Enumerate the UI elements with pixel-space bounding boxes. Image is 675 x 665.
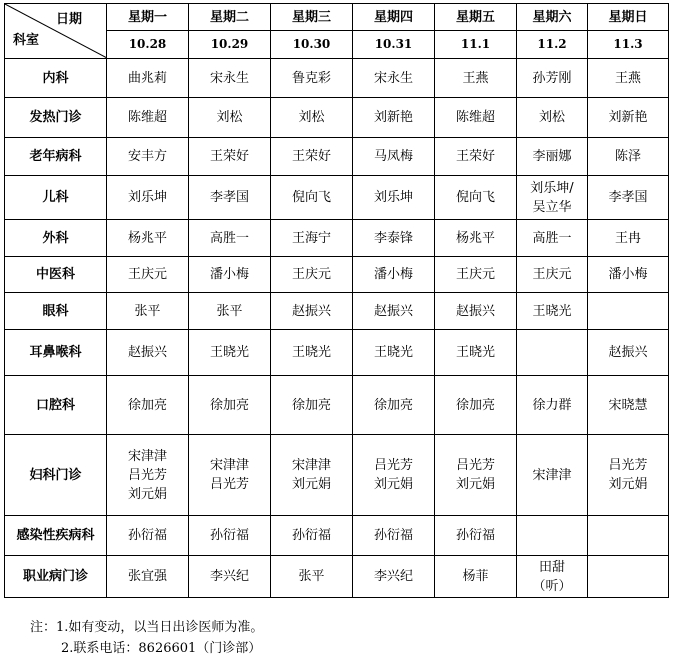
doctor-cell: [517, 435, 588, 516]
doctor-name: 李兴纪: [373, 569, 413, 584]
doctor-cell: [588, 59, 669, 98]
doctor-name: （听）: [532, 578, 572, 594]
date-header-cell: 11.1: [435, 31, 517, 59]
doctor-name: 徐加亮: [373, 397, 413, 413]
doctor-names: [292, 147, 331, 166]
doctor-name: 李孝国: [209, 190, 249, 205]
doctor-cell: [189, 257, 271, 293]
doctor-cell: [107, 138, 189, 176]
doctor-cell: [189, 220, 271, 257]
date-header-cell: 10.30: [271, 31, 353, 59]
doctor-cell: [189, 330, 271, 376]
department-name: 中医科: [5, 257, 107, 293]
doctor-name: 马凤梅: [373, 149, 413, 164]
doctor-names: [292, 456, 331, 494]
doctor-name: 孙衍福: [455, 528, 495, 543]
doctor-names: [456, 188, 495, 207]
doctor-cell: [107, 293, 189, 330]
doctor-cell: [435, 435, 517, 516]
day-header-cell: 星期日: [588, 4, 669, 31]
doctor-cell: [435, 293, 517, 330]
doctor-names: [298, 108, 324, 127]
doctor-names: [210, 567, 249, 586]
doctor-name: 张平: [298, 569, 325, 584]
doctor-cell: [271, 293, 353, 330]
doctor-names: [456, 147, 495, 166]
doctor-names: [292, 265, 331, 284]
day-header-cell: 星期五: [435, 4, 517, 31]
department-name: 儿科: [5, 176, 107, 220]
doctor-name: 王庆元: [532, 267, 572, 282]
doctor-names: [608, 456, 647, 494]
doctor-name: 陈维超: [455, 110, 495, 125]
doctor-names: [128, 108, 167, 127]
department-name: 外科: [5, 220, 107, 257]
doctor-cell: [107, 516, 189, 556]
doctor-names: [128, 147, 167, 166]
doctor-names: [134, 302, 160, 321]
doctor-name: 陈泽: [614, 149, 641, 164]
doctor-names: [532, 558, 571, 596]
doctor-name: 刘新艳: [608, 110, 648, 125]
doctor-name: 刘松: [216, 110, 243, 125]
doctor-names: [374, 108, 413, 127]
doctor-names: [456, 526, 495, 545]
doctor-cell: [107, 435, 189, 516]
doctor-names: [210, 188, 249, 207]
doctor-name: 倪向飞: [455, 190, 495, 205]
duty-schedule-table: [4, 3, 669, 598]
doctor-names: [210, 265, 249, 284]
doctor-names: [210, 456, 249, 494]
doctor-names: [292, 229, 331, 248]
doctor-names: [210, 396, 249, 415]
doctor-name: 张宜强: [127, 569, 167, 584]
corner-dept-label: 科室: [13, 33, 40, 48]
doctor-cell: [588, 220, 669, 257]
doctor-name: 吕光芳: [608, 458, 648, 473]
doctor-names: [374, 567, 413, 586]
doctor-names: [292, 396, 331, 415]
doctor-cell: [435, 556, 517, 598]
doctor-names: [210, 526, 249, 545]
doctor-name: 孙芳刚: [532, 70, 572, 86]
doctor-cell: [189, 376, 271, 435]
date-header-cell: 10.29: [189, 31, 271, 59]
doctor-names: [456, 343, 495, 362]
doctor-cell: [189, 59, 271, 98]
table-row: [5, 556, 669, 598]
doctor-names: [128, 265, 167, 284]
doctor-names: [374, 302, 413, 321]
doctor-names: [532, 302, 571, 321]
doctor-cell: [271, 98, 353, 138]
doctor-name: 李孝国: [608, 190, 648, 205]
schedule-wrapper: [4, 3, 669, 598]
doctor-cell: [107, 220, 189, 257]
doctor-cell: [435, 376, 517, 435]
doctor-names: [374, 343, 413, 362]
doctor-cell: [353, 138, 435, 176]
doctor-names: [456, 108, 495, 127]
doctor-names: [456, 302, 495, 321]
doctor-name: 刘元娟: [291, 477, 331, 492]
doctor-name: 宋津津: [291, 458, 331, 473]
doctor-cell: [271, 376, 353, 435]
doctor-name: 张平: [134, 303, 161, 319]
doctor-cell: [353, 435, 435, 516]
doctor-names: [374, 147, 413, 166]
doctor-name: 杨兆平: [127, 230, 167, 246]
doctor-names: [456, 456, 495, 494]
doctor-names: [608, 265, 647, 284]
schedule-body: [5, 4, 669, 598]
doctor-name: 宋津津: [127, 448, 167, 464]
doctor-name: 王燕: [462, 70, 489, 86]
doctor-name: 王晓光: [291, 345, 331, 360]
doctor-cell: [353, 293, 435, 330]
doctor-name: 刘元娟: [373, 477, 413, 492]
department-name: 发热门诊: [5, 98, 107, 138]
doctor-name: 王晓光: [455, 345, 495, 360]
doctor-names: [456, 396, 495, 415]
doctor-names: [128, 526, 167, 545]
doctor-name: 徐力群: [532, 397, 572, 413]
doctor-cell: [271, 59, 353, 98]
doctor-cell: [517, 98, 588, 138]
table-row: [5, 376, 669, 435]
doctor-cell: [353, 516, 435, 556]
doctor-names: [539, 108, 565, 127]
doctor-cell: [588, 98, 669, 138]
doctor-names: [456, 229, 495, 248]
doctor-name: 王冉: [614, 230, 641, 246]
doctor-names: [216, 108, 242, 127]
doctor-name: 刘元娟: [455, 477, 495, 492]
doctor-name: 吕光芳: [127, 467, 167, 483]
doctor-names: [615, 147, 641, 166]
doctor-names: [128, 69, 167, 88]
doctor-name: 王晓光: [373, 345, 413, 360]
doctor-cell: [517, 330, 588, 376]
doctor-name: 王燕: [614, 70, 641, 86]
doctor-name: 曲兆莉: [127, 70, 167, 86]
table-row: [5, 516, 669, 556]
header-row-days: [5, 4, 669, 31]
note-line-1: 注：1.如有变动，以当日出诊医师为准。: [30, 620, 264, 635]
doctor-names: [374, 229, 413, 248]
doctor-cell: [517, 516, 588, 556]
date-header-cell: 11.2: [517, 31, 588, 59]
doctor-cell: [107, 376, 189, 435]
doctor-names: [615, 69, 641, 88]
doctor-name: 王晓光: [209, 345, 249, 360]
doctor-cell: [189, 435, 271, 516]
doctor-name: 潘小梅: [373, 267, 413, 282]
doctor-cell: [271, 220, 353, 257]
doctor-cell: [588, 556, 669, 598]
doctor-cell: [189, 556, 271, 598]
doctor-names: [532, 229, 571, 248]
doctor-names: [456, 265, 495, 284]
day-header-cell: 星期三: [271, 4, 353, 31]
doctor-name: 赵振兴: [127, 345, 167, 360]
doctor-name: 吴立华: [532, 199, 572, 215]
doctor-cell: [588, 516, 669, 556]
doctor-cell: [435, 220, 517, 257]
doctor-name: 宋津津: [209, 458, 249, 473]
doctor-names: [210, 343, 249, 362]
doctor-name: 徐加亮: [455, 397, 495, 413]
doctor-name: 王庆元: [455, 267, 495, 282]
table-row: [5, 176, 669, 220]
doctor-names: [292, 302, 331, 321]
doctor-name: 刘松: [298, 110, 325, 125]
doctor-name: 宋津津: [532, 467, 572, 483]
department-name: 老年病科: [5, 138, 107, 176]
doctor-name: 孙衍福: [209, 528, 249, 543]
doctor-name: 刘松: [538, 110, 565, 125]
doctor-name: 赵振兴: [373, 303, 413, 319]
doctor-names: [374, 456, 413, 494]
doctor-name: 徐加亮: [127, 397, 167, 413]
date-header-cell: 10.31: [353, 31, 435, 59]
doctor-name: 杨兆平: [455, 230, 495, 246]
day-header-cell: 星期六: [517, 4, 588, 31]
doctor-names: [128, 447, 167, 504]
doctor-cell: [588, 330, 669, 376]
doctor-cell: [107, 176, 189, 220]
doctor-cell: [435, 176, 517, 220]
department-name: 眼科: [5, 293, 107, 330]
doctor-cell: [435, 257, 517, 293]
doctor-cell: [353, 556, 435, 598]
doctor-cell: [271, 516, 353, 556]
doctor-names: [292, 343, 331, 362]
doctor-cell: [517, 257, 588, 293]
doctor-cell: [353, 59, 435, 98]
day-header-cell: 星期二: [189, 4, 271, 31]
table-row: [5, 59, 669, 98]
doctor-names: [128, 343, 167, 362]
doctor-name: 王庆元: [127, 267, 167, 282]
date-header-cell: 11.3: [588, 31, 669, 59]
doctor-names: [462, 69, 488, 88]
doctor-name: 王荣好: [455, 149, 495, 164]
table-row: [5, 330, 669, 376]
doctor-name: 刘元娟: [608, 477, 648, 492]
doctor-name: 王晓光: [532, 303, 572, 319]
doctor-names: [608, 108, 647, 127]
doctor-names: [128, 567, 167, 586]
doctor-name: 杨菲: [462, 569, 489, 584]
doctor-name: 田甜: [538, 559, 565, 575]
doctor-names: [462, 567, 488, 586]
table-row: [5, 293, 669, 330]
doctor-cell: [588, 138, 669, 176]
doctor-names: [532, 147, 571, 166]
doctor-name: 李兴纪: [209, 569, 249, 584]
doctor-cell: [435, 98, 517, 138]
doctor-name: 陈维超: [127, 110, 167, 125]
doctor-cell: [271, 556, 353, 598]
doctor-names: [298, 567, 324, 586]
doctor-names: [374, 265, 413, 284]
doctor-names: [532, 69, 571, 88]
doctor-cell: [588, 376, 669, 435]
doctor-names: [608, 343, 647, 362]
doctor-cell: [353, 330, 435, 376]
doctor-cell: [107, 59, 189, 98]
doctor-name: 赵振兴: [291, 303, 331, 319]
doctor-cell: [353, 257, 435, 293]
doctor-cell: [435, 59, 517, 98]
doctor-name: 倪向飞: [291, 190, 331, 205]
doctor-names: [128, 188, 167, 207]
doctor-names: [608, 396, 647, 415]
doctor-names: [532, 265, 571, 284]
doctor-cell: [588, 176, 669, 220]
doctor-name: 孙衍福: [291, 528, 331, 543]
doctor-names: [292, 526, 331, 545]
doctor-name: 安丰方: [127, 149, 167, 164]
header-corner-cell: [5, 4, 107, 59]
doctor-names: [608, 188, 647, 207]
doctor-names: [530, 179, 573, 217]
doctor-cell: [588, 257, 669, 293]
doctor-name: 吕光芳: [455, 458, 495, 473]
doctor-name: 张平: [216, 303, 243, 319]
table-row: [5, 138, 669, 176]
doctor-names: [210, 147, 249, 166]
table-row: [5, 435, 669, 516]
doctor-name: 刘乐坤: [127, 190, 167, 205]
doctor-name: 赵振兴: [455, 303, 495, 319]
doctor-names: [374, 396, 413, 415]
doctor-cell: [107, 330, 189, 376]
day-header-cell: 星期四: [353, 4, 435, 31]
doctor-cell: [271, 176, 353, 220]
day-header-cell: 星期一: [107, 4, 189, 31]
doctor-cell: [517, 376, 588, 435]
doctor-cell: [107, 556, 189, 598]
table-row: [5, 257, 669, 293]
doctor-name: 徐加亮: [209, 397, 249, 413]
doctor-cell: [588, 293, 669, 330]
department-name: 妇科门诊: [5, 435, 107, 516]
doctor-cell: [588, 435, 669, 516]
doctor-names: [128, 396, 167, 415]
doctor-cell: [353, 220, 435, 257]
doctor-name: 王荣好: [209, 149, 249, 164]
doctor-names: [292, 188, 331, 207]
doctor-names: [532, 396, 571, 415]
doctor-cell: [107, 98, 189, 138]
doctor-name: 王庆元: [291, 267, 331, 282]
doctor-name: 徐加亮: [291, 397, 331, 413]
department-name: 职业病门诊: [5, 556, 107, 598]
doctor-cell: [435, 330, 517, 376]
doctor-cell: [271, 257, 353, 293]
doctor-cell: [517, 176, 588, 220]
department-name: 耳鼻喉科: [5, 330, 107, 376]
doctor-cell: [271, 435, 353, 516]
doctor-cell: [353, 98, 435, 138]
doctor-cell: [189, 516, 271, 556]
table-row: [5, 98, 669, 138]
table-row: [5, 220, 669, 257]
doctor-name: 高胜一: [532, 230, 572, 246]
doctor-cell: [517, 59, 588, 98]
date-header-cell: 10.28: [107, 31, 189, 59]
doctor-names: [128, 229, 167, 248]
doctor-name: 宋永生: [373, 70, 413, 86]
doctor-names: [210, 229, 249, 248]
doctor-name: 鲁克彩: [291, 70, 331, 86]
department-name: 内科: [5, 59, 107, 98]
doctor-cell: [189, 176, 271, 220]
doctor-names: [615, 229, 641, 248]
doctor-name: 吕光芳: [209, 477, 249, 492]
doctor-names: [374, 188, 413, 207]
doctor-cell: [353, 176, 435, 220]
doctor-name: 孙衍福: [373, 528, 413, 543]
doctor-cell: [271, 138, 353, 176]
doctor-name: 宋晓慧: [608, 397, 648, 413]
doctor-names: [210, 69, 249, 88]
doctor-cell: [107, 257, 189, 293]
department-name: 感染性疾病科: [5, 516, 107, 556]
doctor-cell: [189, 98, 271, 138]
doctor-names: [216, 302, 242, 321]
doctor-name: 高胜一: [209, 230, 249, 246]
doctor-cell: [517, 556, 588, 598]
doctor-names: [374, 69, 413, 88]
doctor-name: 李泰锋: [373, 230, 413, 246]
doctor-name: 李丽娜: [532, 149, 572, 164]
doctor-name: 刘乐坤: [373, 190, 413, 205]
doctor-names: [532, 466, 571, 485]
doctor-names: [292, 69, 331, 88]
doctor-cell: [517, 138, 588, 176]
doctor-cell: [517, 220, 588, 257]
doctor-cell: [189, 138, 271, 176]
doctor-cell: [435, 516, 517, 556]
doctor-cell: [189, 293, 271, 330]
doctor-name: 王海宁: [291, 230, 331, 246]
doctor-names: [374, 526, 413, 545]
corner-date-label: 日期: [55, 12, 82, 27]
doctor-name: 赵振兴: [608, 345, 648, 360]
doctor-name: 刘元娟: [127, 486, 167, 502]
doctor-name: 孙衍福: [127, 528, 167, 543]
doctor-name: 潘小梅: [209, 267, 249, 282]
doctor-cell: [435, 138, 517, 176]
doctor-name: 刘新艳: [373, 110, 413, 125]
department-name: 口腔科: [5, 376, 107, 435]
note-line-2: 2.联系电话：8626601（门诊部）: [61, 641, 262, 656]
doctor-cell: [517, 293, 588, 330]
doctor-name: 吕光芳: [373, 458, 413, 473]
doctor-name: 刘乐坤/: [530, 180, 574, 196]
doctor-name: 潘小梅: [608, 267, 648, 282]
notes-section: [30, 617, 263, 659]
doctor-cell: [271, 330, 353, 376]
doctor-name: 王荣好: [291, 149, 331, 164]
doctor-name: 宋永生: [209, 70, 249, 86]
doctor-cell: [353, 376, 435, 435]
